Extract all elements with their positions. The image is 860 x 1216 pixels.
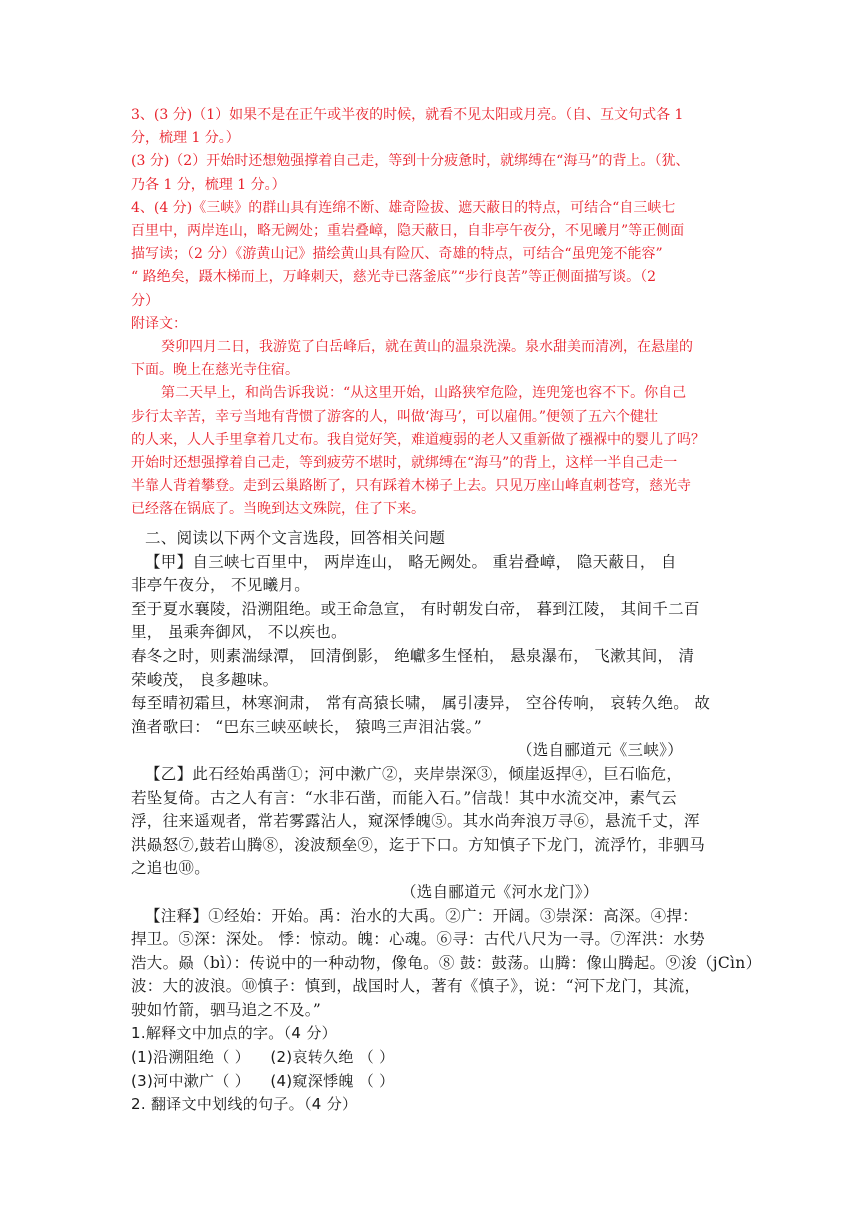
passage-jia-line: 里， 虽乘奔御风， 不以疾也。: [131, 623, 347, 642]
question-1-item: (4)窥深悸魄 （ ）: [270, 1071, 395, 1090]
translation-line: 步行太辛苦，幸亏当地有背惯了游客的人，叫做‘海马’，可以雇佣。”便领了五六个健壮: [131, 408, 659, 425]
passage-yi-line: 【乙】此石经始禹凿①；河中漱广②，夹岸崇深③，倾崖返捍④，巨石临危，: [145, 764, 683, 783]
answer-4-line: “ 路绝矣，蹑木梯而上，万峰刺天，慈光寺已落釜底”“步行良苦”等正侧面描写谈。（2: [131, 269, 656, 286]
question-2: 2. 翻译文中划线的句子。（4 分）: [131, 1095, 358, 1114]
answer-3-1-line: 分，梳理 1 分。）: [131, 130, 240, 147]
translation-line: 半靠人背着攀登。走到云巢路断了，只有踩着木梯子上去。只见万座山峰直刺苍穹，慈光寺: [131, 478, 691, 495]
section-heading: 二、阅读以下两个文言选段，回答相关问题: [145, 529, 446, 547]
section-2: [131, 527, 762, 1117]
question-1: 1.解释文中加点的字。（4 分）: [131, 1024, 337, 1043]
answer-3-2-line: (3 分)（2）开始时还想勉强撑着自己走，等到十分疲惫时，就绑缚在“海马”的背上。（犹、: [131, 153, 690, 170]
passage-jia-source: （选自郦道元《三峡》）: [516, 741, 683, 760]
passage-jia-line: 春冬之时，则素湍绿潭， 回清倒影， 绝巘多生怪柏， 悬泉瀑布， 飞漱其间， 清: [131, 646, 695, 665]
passage-jia-line: 每至晴初霜旦，林寒涧肃， 常有高猿长啸， 属引凄异， 空谷传响， 哀转久绝。 故: [131, 694, 711, 713]
question-1-items-row: [131, 1070, 731, 1094]
translation-line: 已经落在锅底了。当晚到达文殊院，住了下来。: [131, 501, 425, 518]
passage-yi-line: 洪赑怒⑦,鼓若山腾⑧，浚波颓垒⑨，迄于下口。方知慎子下龙门，流浮竹，非驷马: [131, 835, 706, 854]
answer-4-line: 4、(4 分)《三峡》的群山具有连绵不断、雄奇险拔、遮天蔽日的特点，可结合“自三峡七: [131, 199, 676, 216]
notes-line: 浩大。赑（bì）：传说中的一种动物，像龟。⑧ 鼓：鼓荡。山腾：像山腾起。⑨浚（jCìn）: [131, 953, 762, 972]
answer-4-line: 分）: [131, 292, 159, 309]
passage-jia-line: 荣峻茂， 良多趣味。: [131, 670, 279, 689]
question-1-items-row: [131, 1046, 731, 1070]
passage-jia-line: 【甲】自三峡七百里中， 两岸连山， 略无阙处。 重岩叠嶂， 隐天蔽日， 自: [145, 552, 677, 571]
question-1-item: (3)河中漱广（ ）: [131, 1071, 251, 1090]
passage-jia-line: 至于夏水襄陵，沿溯阻绝。或王命急宣， 有时朝发白帝， 暮到江陵， 其间千二百: [131, 599, 700, 618]
answer-4-line: 描写读；（2 分）《游黄山记》描绘黄山具有险仄、奇雄的特点，可结合“虽兜笼不能容”: [131, 246, 663, 263]
answer-3-1-line: 3、(3 分)（1）如果不是在正午或半夜的时候，就看不见太阳或月亮。（自、互文句式各 1: [131, 107, 684, 123]
question-1-item: (1)沿溯阻绝（ ）: [131, 1048, 251, 1067]
answer-4-line: 百里中，两岸连山，略无阙处；重岩叠嶂，隐天蔽日，自非亭午夜分，不见曦月”等正侧面: [131, 223, 685, 240]
translation-line: 下面。晚上在慈光寺住宿。: [131, 362, 299, 379]
passage-jia-line: 非亭午夜分， 不见曦月。: [131, 576, 311, 595]
notes-line: 波：大的波浪。⑩慎子：慎到，战国时人，著有《慎子》，说：“河下龙门，其流，: [131, 977, 701, 996]
passage-yi-line: 浮，往来遥观者，常若雾露沾人，窥深悸魄⑤。其水尚奔浪万寻⑥，悬流千丈，浑: [131, 812, 700, 831]
question-1-item: (2)哀转久绝 （ ）: [270, 1048, 395, 1067]
passage-yi-line: 之追也⑩。: [131, 859, 211, 878]
answer-key: [131, 104, 731, 522]
translation-line: 开始时还想强撑着自己走，等到疲劳不堪时，就绑缚在“海马”的背上，这样一半自己走一: [131, 455, 678, 472]
notes-line: 捍卫。⑤深：深处。 悸：惊动。魄：心魂。⑥寻：古代八尺为一寻。⑦浑洪：水势: [131, 930, 706, 949]
translation-line: 的人来，人人手里拿着几丈布。我自觉好笑，难道瘦弱的老人又重新做了襁褓中的婴儿了吗？: [131, 431, 705, 448]
translation-label: 附译文：: [131, 315, 187, 332]
passage-yi-source: （选自郦道元《河水龙门》）: [401, 882, 599, 901]
translation-line: 癸卯四月二日，我游览了白岳峰后，就在黄山的温泉洗澡。泉水甜美而清冽，在悬崖的: [161, 339, 693, 356]
answer-3-2-line: 乃各 1 分，梳理 1 分。）: [131, 176, 286, 193]
notes-line: 驶如竹箭，驷马追之不及。”: [131, 1000, 322, 1019]
notes-line: 【注释】①经始：开始。禹：治水的大禹。②广：开阔。③崇深：高深。④捍：: [145, 906, 699, 925]
passage-yi-line: 若坠复倚。古之人有言：“水非石凿，而能入石。”信哉！其中水流交冲，素气云: [131, 788, 677, 807]
translation-line: 第二天早上，和尚告诉我说：“从这里开始，山路狭窄危险，连兜笼也容不下。你自己: [161, 385, 687, 402]
passage-jia-line: 渔者歌曰： “巴东三峡巫峡长， 猿鸣三声泪沾裳。”: [131, 717, 482, 736]
